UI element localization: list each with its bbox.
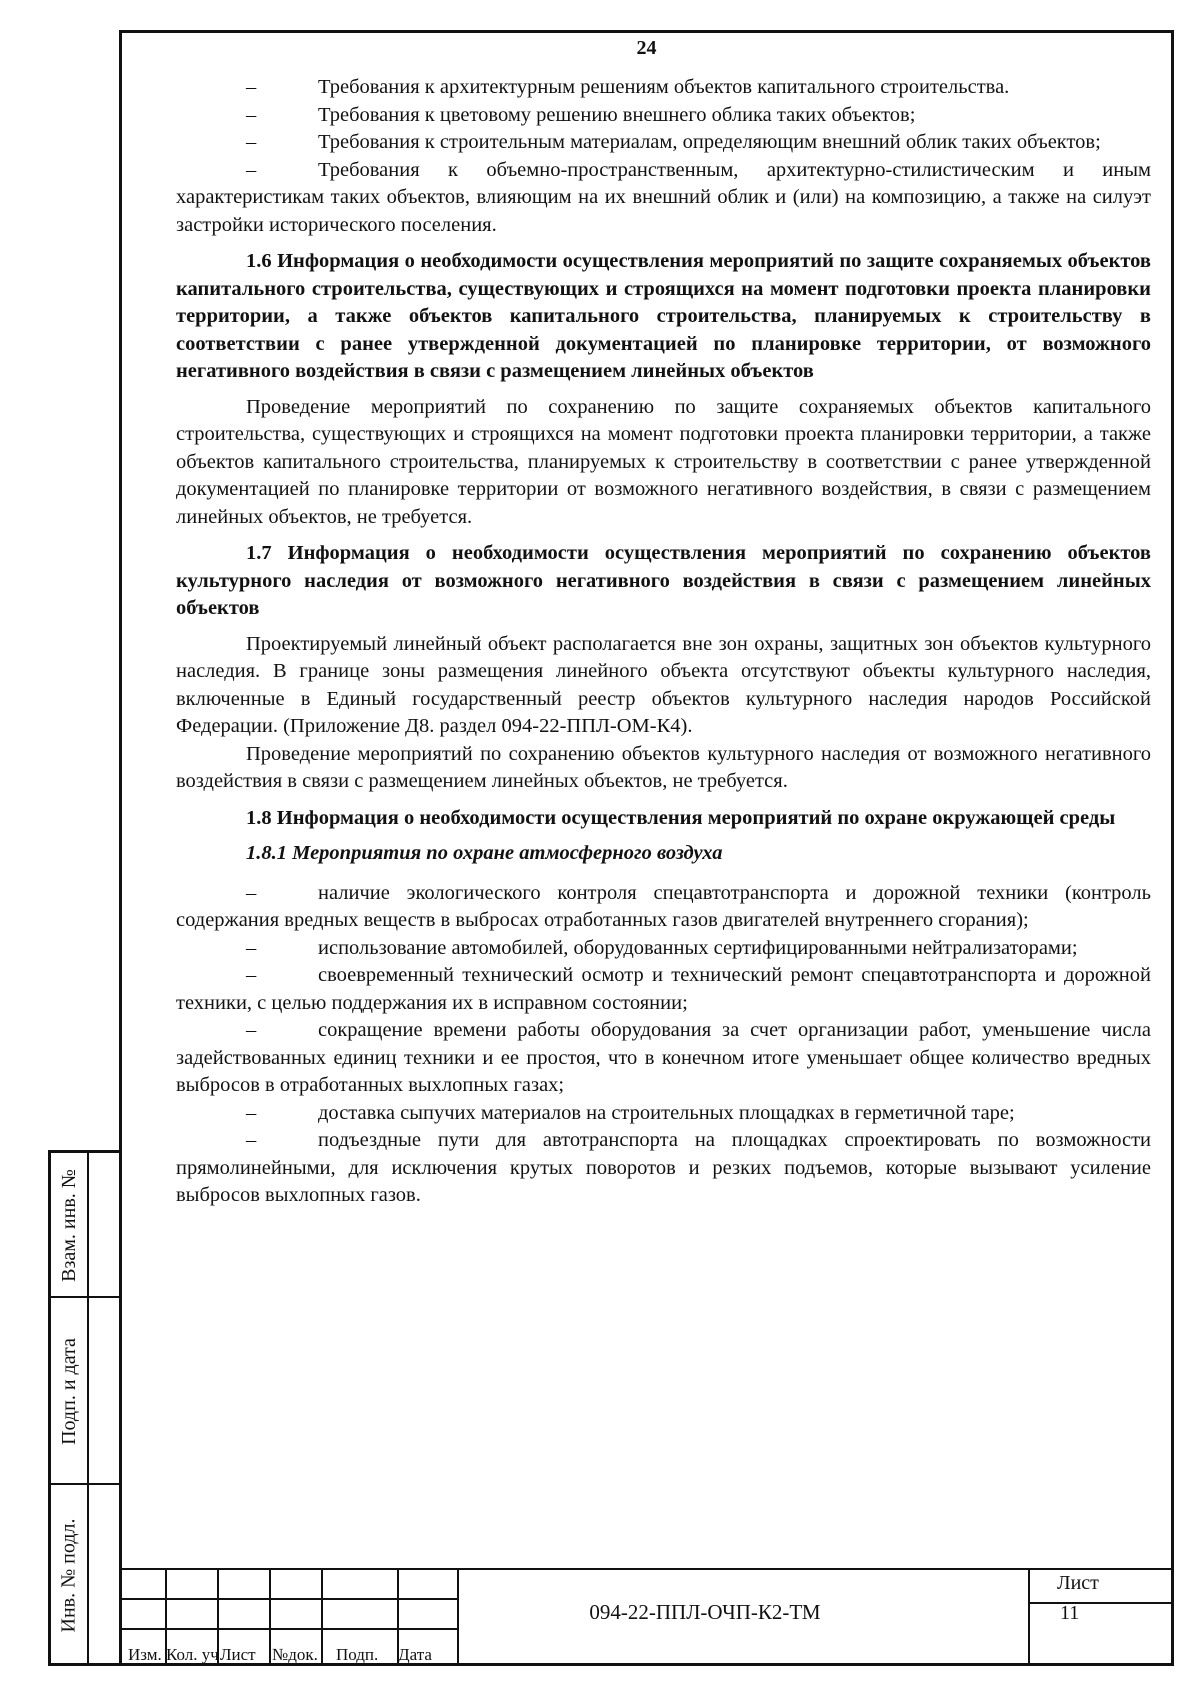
list-item: – доставка сыпучих материалов на строительных площадках в герметичной таре;: [246, 1101, 1015, 1124]
inv-podl-label: Инв. № подл.: [57, 1518, 80, 1633]
section-heading-1-8: 1.8 Информация о необходимости осуществления мероприятий по охране окружающей среды: [246, 806, 1116, 829]
divider: [269, 1568, 271, 1666]
divider: [119, 1598, 459, 1600]
header-list: Лист: [220, 1645, 256, 1664]
document-body: [176, 74, 1151, 1210]
document-code: 094-22-ППЛ-ОЧП-К2-ТМ: [589, 1600, 821, 1624]
header-kol-uch: Кол. уч: [166, 1645, 219, 1664]
sheet-number: 11: [1060, 1602, 1080, 1624]
page-number: 24: [636, 37, 657, 59]
header-data: Дата: [398, 1645, 432, 1664]
paragraph: Проектируемый линейный объект располагается вне зон охраны, защитных зон объектов культурного наследия. В границе зоны размещения линейного объекта отсутствуют объекты культурного наследия, включенные в Единый государственный реестр объектов культурного наследия народов Российской Федерации. (Приложение Д8. раздел 094-22-ППЛ-ОМ-К4).: [176, 632, 1151, 737]
list-item: – своевременный технический осмотр и технический ремонт спецавтотранспорта и дорожной техники, с целью поддержания их в исправном состоянии;: [176, 964, 1151, 1014]
divider: [321, 1568, 323, 1666]
divider: [119, 1568, 1174, 1570]
section-heading-1-7: 1.7 Информация о необходимости осуществления мероприятий по сохранению объектов культурного наследия от возможного негативного воздействия в связи с размещением линейных объектов: [176, 542, 1151, 619]
subsection-heading-1-8-1: 1.8.1 Мероприятия по охране атмосферного воздуха: [246, 842, 723, 864]
list-item: – Требования к объемно-пространственным, архитектурно-стилистическим и иным характеристикам таких объектов, влияющим на их внешний облик и (или) на композицию, а также на силуэт застройки исторического поселения.: [176, 158, 1151, 236]
paragraph: Проведение мероприятий по сохранению объектов культурного наследия от возможного негативного воздействия в связи с размещением линейных объектов, не требуется.: [176, 742, 1151, 792]
header-no-dok: №док.: [272, 1645, 318, 1664]
divider: [1028, 1568, 1030, 1666]
list-item: – наличие экологического контроля спецавтотранспорта и дорожной техники (контроль содержания вредных веществ в выбросах отработанных газов двигателей внутреннего сгорания);: [176, 881, 1151, 931]
sheet-label: Лист: [1057, 1572, 1099, 1594]
page-frame: [119, 30, 1174, 1666]
header-podp: Подп.: [336, 1645, 379, 1664]
vzam-inv-label: Взам. инв. №: [57, 1169, 80, 1282]
podp-data-label: Подп. и дата: [57, 1338, 80, 1445]
list-item: – сокращение времени работы оборудования за счет организации работ, уменьшение числа задействованных единиц техники и ее простоя, что в конечном итоге уменьшает общее количество вредных выбросов в отработанных выхлопных газах;: [176, 1019, 1151, 1096]
header-izm: Изм.: [128, 1645, 162, 1664]
divider: [457, 1568, 459, 1666]
list-item: – подъездные пути для автотранспорта на площадках спроектировать по возможности прямолинейными, для исключения крутых поворотов и резких подъемов, которые вызывают усиление выбросов выхлопных газов.: [176, 1129, 1151, 1206]
paragraph: Проведение мероприятий по сохранению по защите сохраняемых объектов капитального строительства, существующих и строящихся на момент подготовки проекта планировки территории, а также объектов капитального строительства, планируемых к строительству в соответствии с ранее утвержденной документацией по планировке территории от возможного негативного воздействия, в связи с размещением линейных объектов, не требуется.: [176, 395, 1151, 528]
list-item: – Требования к архитектурным решениям объектов капитального строительства.: [246, 76, 1010, 98]
divider: [119, 1628, 459, 1630]
section-heading-1-6: 1.6 Информация о необходимости осуществления мероприятий по защите сохраняемых объектов капитального строительства, существующих и строящихся на момент подготовки проекта планировки территории, а также объектов капитального строительства, планируемых к строительству в соответствии с ранее утвержденной документацией по планировке территории, от возможного негативного воздействия в связи с размещением линейных объектов: [176, 250, 1151, 382]
list-item: – Требования к цветовому решению внешнего облика таких объектов;: [246, 103, 916, 126]
list-item: – Требования к строительным материалам, определяющим внешний облик таких объектов;: [246, 131, 1101, 153]
side-stamp: [48, 1150, 119, 1666]
list-item: – использование автомобилей, оборудованных сертифицированными нейтрализаторами;: [246, 936, 1078, 959]
divider: [1029, 1602, 1174, 1604]
